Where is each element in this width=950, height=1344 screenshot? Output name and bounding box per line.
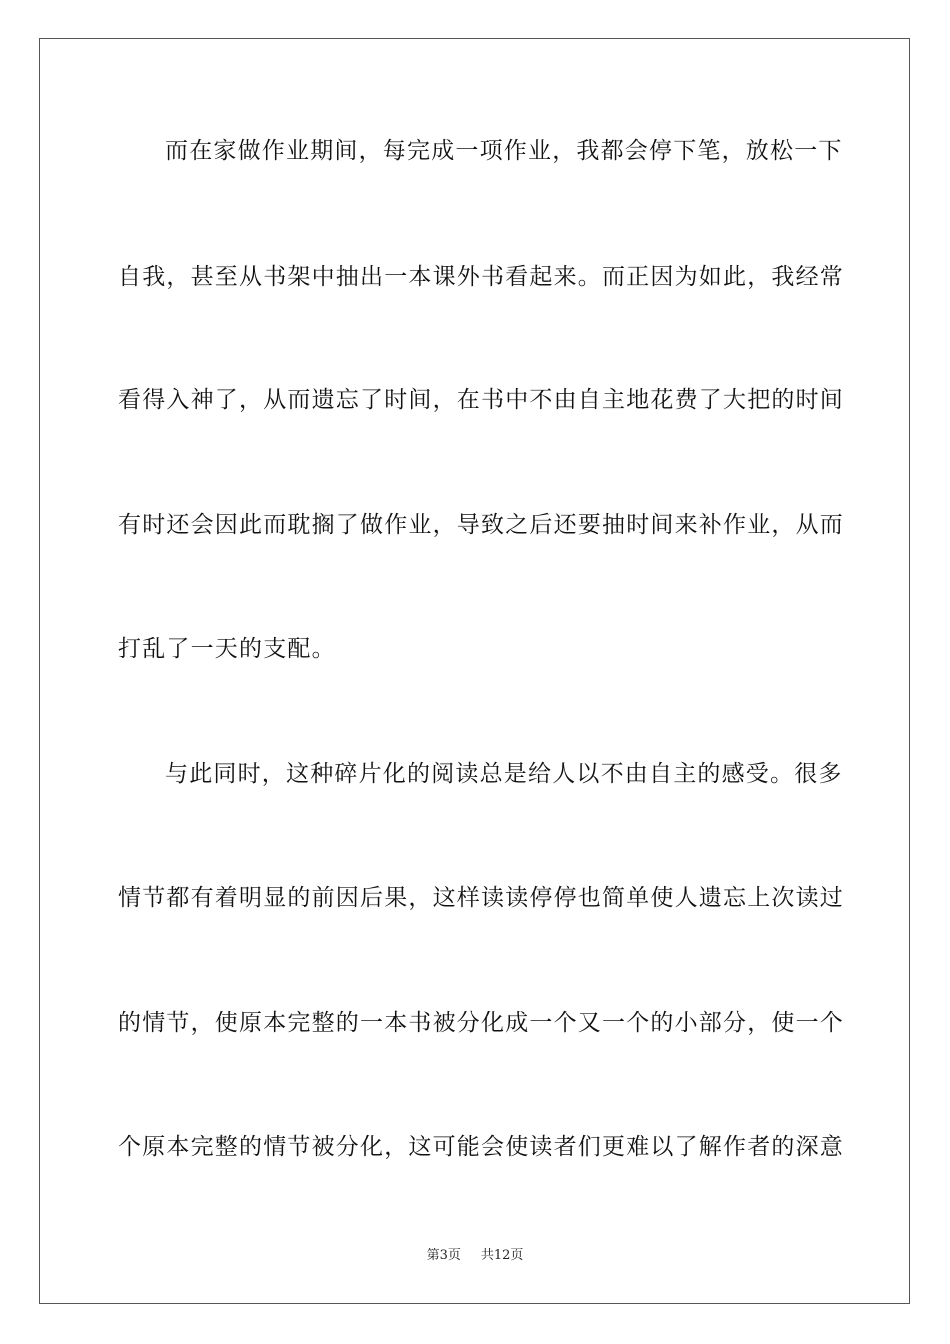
paragraph-1-line-1: 而在家做作业期间，每完成一项作业，我都会停下笔，放松一下 [165, 138, 843, 164]
paragraph-1-line-5: 打乱了一天的支配。 [118, 636, 336, 662]
paragraph-1-line-4: 有时还会因此而耽搁了做作业，导致之后还要抽时间来补作业，从而 [118, 512, 844, 538]
page-total: 共12页 [480, 1248, 524, 1263]
paragraph-1-line-3: 看得入神了，从而遗忘了时间，在书中不由自主地花费了大把的时间 [118, 387, 844, 413]
page-frame [39, 38, 910, 1304]
paragraph-2-line-2: 情节都有着明显的前因后果，这样读读停停也简单使人遗忘上次读过 [118, 885, 844, 911]
paragraph-2-line-1: 与此同时，这种碎片化的阅读总是给人以不由自主的感受。很多 [165, 761, 843, 787]
paragraph-2-line-4: 个原本完整的情节被分化，这可能会使读者们更难以了解作者的深意 [118, 1134, 844, 1160]
paragraph-2-line-3: 的情节，使原本完整的一本书被分化成一个又一个的小部分，使一个 [118, 1010, 844, 1036]
page-number: 第3页 [426, 1248, 461, 1263]
paragraph-1-line-2: 自我，甚至从书架中抽出一本课外书看起来。而正因为如此，我经常 [118, 264, 844, 290]
page-footer [0, 1248, 950, 1264]
